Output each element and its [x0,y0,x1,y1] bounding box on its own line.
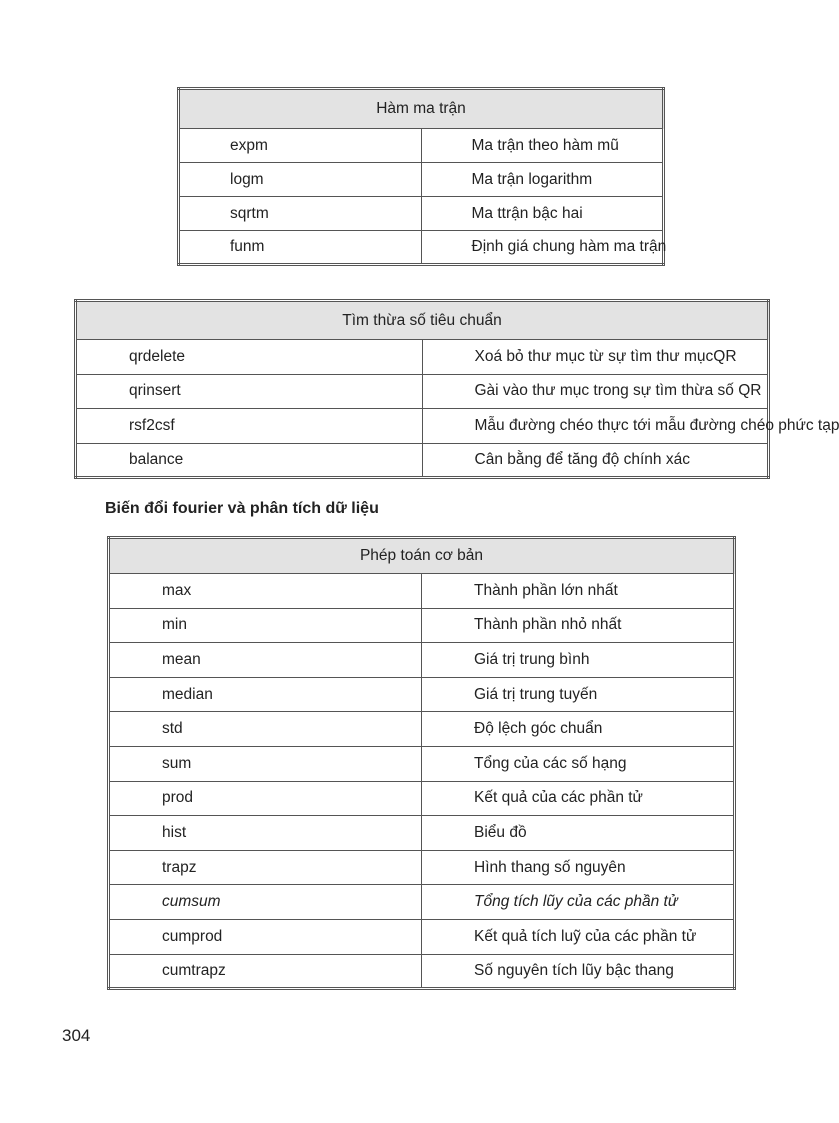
function-name: qrdelete [76,340,423,375]
function-name: std [109,712,422,747]
function-name: max [109,574,422,609]
function-description: Số nguyên tích lũy bậc thang [422,954,735,989]
function-description: Tổng tích lũy của các phần tử [422,885,735,920]
function-description: Tổng của các số hạng [422,746,735,781]
function-description: Cân bằng để tăng độ chính xác [422,443,769,478]
table-title: Hàm ma trận [179,89,664,129]
table-row [109,850,735,885]
function-description: Biểu đồ [422,816,735,851]
function-description: Ma trận logarithm [421,163,664,197]
function-name: median [109,677,422,712]
function-description: Xoá bỏ thư mục từ sự tìm thư mụcQR [422,340,769,375]
table-header [76,301,769,340]
table-row [109,574,735,609]
table-row [179,163,664,197]
function-description: Thành phần nhỏ nhất [422,608,735,643]
table-row [109,677,735,712]
function-name: mean [109,643,422,678]
function-description: Kết quả của các phần tử [422,781,735,816]
function-name: cumtrapz [109,954,422,989]
function-description: Mẫu đường chéo thực tới mẫu đường chéo phức tạp [422,409,769,444]
function-description: Độ lệch góc chuẩn [422,712,735,747]
table-row [179,231,664,265]
table-header [179,89,664,129]
table-row [109,885,735,920]
table-title: Tìm thừa số tiêu chuẩn [76,301,769,340]
function-description: Thành phần lớn nhất [422,574,735,609]
function-description: Ma trận theo hàm mũ [421,129,664,163]
function-name: min [109,608,422,643]
function-name: qrinsert [76,374,423,409]
function-description: Giá trị trung bình [422,643,735,678]
function-name: cumsum [109,885,422,920]
table-row [109,643,735,678]
table-row [109,746,735,781]
matrix-functions-table [177,87,665,266]
function-name: funm [179,231,422,265]
function-name: prod [109,781,422,816]
function-name: cumprod [109,919,422,954]
table-row [109,816,735,851]
function-name: rsf2csf [76,409,423,444]
table-row [109,781,735,816]
table-row [76,374,769,409]
function-name: trapz [109,850,422,885]
function-description: Ma ttrận bậc hai [421,197,664,231]
factorization-table [74,299,839,479]
function-description: Định giá chung hàm ma trận [421,231,664,265]
table-row [109,712,735,747]
function-name: logm [179,163,422,197]
table-row [109,954,735,989]
table-row [76,443,769,478]
function-name: balance [76,443,423,478]
table-row [179,197,664,231]
table-row [76,340,769,375]
function-description: Gài vào thư mục trong sự tìm thừa số QR [422,374,769,409]
table-header [109,538,735,574]
function-description: Hình thang số nguyên [422,850,735,885]
table-row [109,919,735,954]
table-title: Phép toán cơ bản [109,538,735,574]
function-description: Kết quả tích luỹ của các phần tử [422,919,735,954]
function-name: expm [179,129,422,163]
table-row [76,409,769,444]
function-name: sqrtm [179,197,422,231]
function-name: hist [109,816,422,851]
function-name: sum [109,746,422,781]
page-number: 304 [62,1026,91,1045]
table-row [109,608,735,643]
section-heading: Biến đổi fourier và phân tích dữ liệu [105,500,379,517]
basic-operations-table [107,536,736,990]
function-description: Giá trị trung tuyến [422,677,735,712]
table-row [179,129,664,163]
